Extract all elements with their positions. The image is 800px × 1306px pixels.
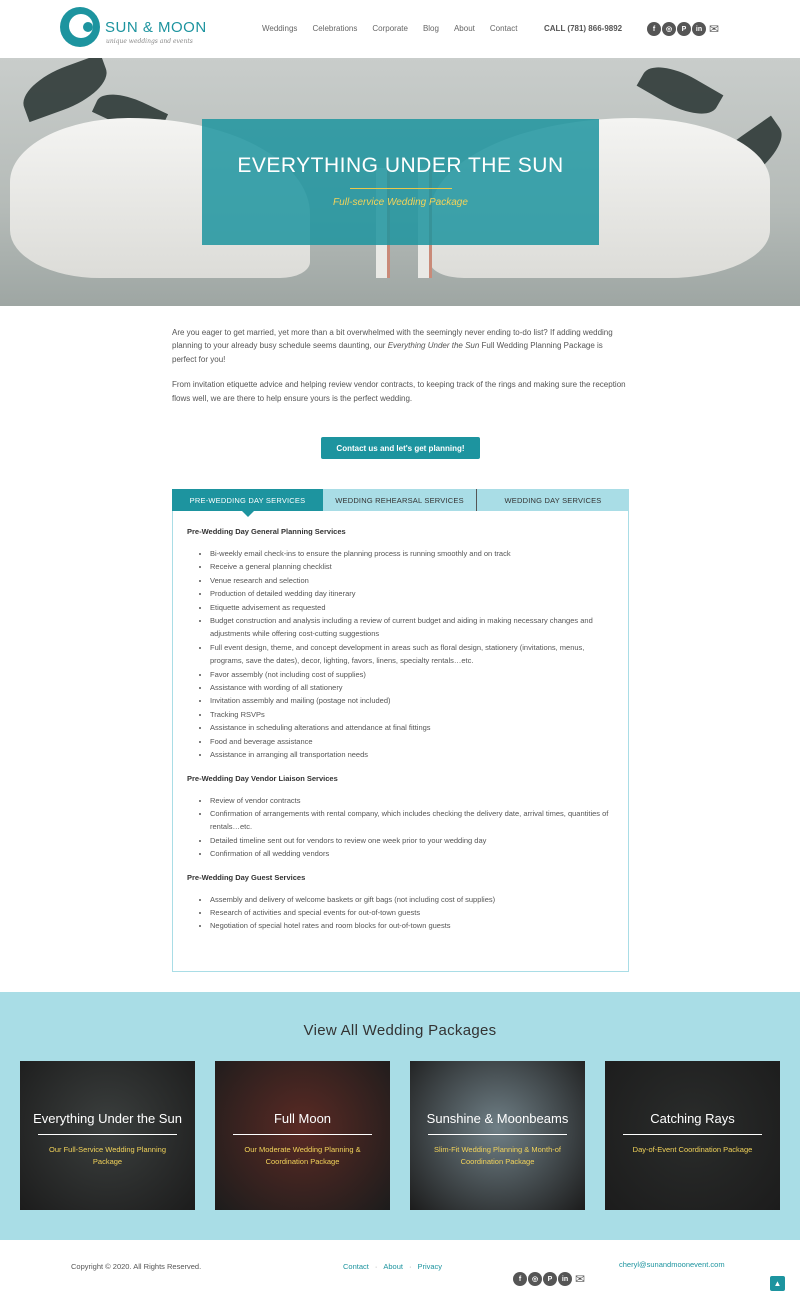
package-card[interactable]	[410, 1061, 585, 1210]
list-item: • Detailed timeline sent out for vendors to review one week prior to your wedding day	[210, 834, 614, 847]
list-item: • Production of detailed wedding day itinerary	[210, 587, 614, 600]
main-nav	[262, 24, 532, 33]
service-list	[210, 547, 614, 762]
hero-title: EVERYTHING UNDER THE SUN	[237, 154, 564, 177]
package-card-divider	[233, 1134, 372, 1135]
package-card[interactable]	[20, 1061, 195, 1210]
footer-separator: ·	[374, 1262, 378, 1271]
package-card-image	[20, 1061, 195, 1210]
site-header	[0, 0, 800, 58]
footer-social-links	[513, 1272, 587, 1286]
list-item: • Assistance with wording of all stationery	[210, 681, 614, 694]
intro-paragraph-2: From invitation etiquette advice and helping review vendor contracts, to keeping track of the rings and making sure the reception flows well, we are there to help ensure yours is the perfect wedding.	[172, 380, 626, 403]
package-card-subtitle: Slim-Fit Wedding Planning & Month-of Coordination Package	[433, 1145, 561, 1166]
instagram-icon[interactable]: ◎	[528, 1272, 542, 1286]
list-item: • Budget construction and analysis including a review of current budget and aiding in making necessary changes and adjustments while offering cost-cutting suggestions	[210, 614, 614, 641]
list-item: • Review of vendor contracts	[210, 794, 614, 807]
package-card-title: Sunshine & Moonbeams	[426, 1111, 569, 1126]
footer-link-about[interactable]: About	[383, 1262, 403, 1271]
contact-cta-button[interactable]: Contact us and let's get planning!	[321, 437, 480, 459]
tab-pre-wedding[interactable]: PRE-WEDDING DAY SERVICES	[172, 489, 323, 511]
package-card-title: Everything Under the Sun	[33, 1111, 182, 1126]
site-footer	[0, 1240, 800, 1306]
intro-emphasis: Everything Under the Sun	[387, 341, 480, 351]
service-tabs	[172, 489, 629, 511]
linkedin-icon[interactable]: in	[692, 22, 706, 36]
logo[interactable]	[60, 7, 207, 51]
nav-blog[interactable]: Blog	[422, 24, 439, 33]
list-item: • Confirmation of all wedding vendors	[210, 847, 614, 860]
footer-link-contact[interactable]: Contact	[343, 1262, 369, 1271]
logo-dot	[83, 22, 93, 32]
footer-links	[343, 1262, 442, 1271]
nav-celebrations[interactable]: Celebrations	[312, 24, 358, 33]
packages-section	[0, 992, 800, 1240]
brand-tagline: unique weddings and events	[106, 38, 193, 45]
package-card-subtitle: Our Full-Service Wedding Planning Package	[48, 1145, 166, 1166]
list-item: • Etiquette advisement as requested	[210, 601, 614, 614]
package-card[interactable]	[605, 1061, 780, 1210]
list-item: • Invitation assembly and mailing (postage not included)	[210, 694, 614, 707]
hero-subtitle: Full-service Wedding Package	[333, 197, 468, 208]
header-social-links	[647, 22, 721, 36]
copyright: Copyright © 2020. All Rights Reserved.	[71, 1262, 202, 1271]
package-card-image	[605, 1061, 780, 1210]
hero-title-box	[202, 119, 599, 245]
logo-mark	[60, 7, 100, 47]
call-phone-link[interactable]: CALL (781) 866-9892	[544, 24, 623, 33]
service-list	[210, 794, 614, 861]
back-to-top-button[interactable]: ▲	[770, 1276, 785, 1291]
package-card[interactable]	[215, 1061, 390, 1210]
linkedin-icon[interactable]: in	[558, 1272, 572, 1286]
nav-about[interactable]: About	[453, 24, 475, 33]
list-item: • Assembly and delivery of welcome baskets or gift bags (not including cost of supplies)	[210, 893, 614, 906]
package-card-divider	[428, 1134, 567, 1135]
list-item: • Bi-weekly email check-ins to ensure the planning process is running smoothly and on track	[210, 547, 614, 560]
package-card-title: Catching Rays	[650, 1111, 735, 1126]
tab-panel	[172, 511, 629, 972]
list-item: • Tracking RSVPs	[210, 708, 614, 721]
email-icon[interactable]: ✉	[574, 1272, 586, 1286]
instagram-icon[interactable]: ◎	[662, 22, 676, 36]
brand-name: SUN & MOON	[105, 19, 207, 36]
list-item: • Full event design, theme, and concept development in areas such as floral design, stationery (invitations, menus, programs, save the dates), decor, lighting, favors, linens, specialty rentals…etc.	[210, 641, 614, 668]
list-item: • Favor assembly (not including cost of supplies)	[210, 668, 614, 681]
nav-contact[interactable]: Contact	[489, 24, 518, 33]
list-item: • Food and beverage assistance	[210, 735, 614, 748]
list-item: • Receive a general planning checklist	[210, 560, 614, 573]
section-title: Pre-Wedding Day Vendor Liaison Services	[187, 773, 338, 783]
tab-rehearsal[interactable]: WEDDING REHEARSAL SERVICES	[335, 495, 464, 505]
hero-divider	[350, 188, 452, 189]
footer-email-link[interactable]: cheryl@sunandmoonevent.com	[619, 1260, 725, 1269]
facebook-icon[interactable]: f	[513, 1272, 527, 1286]
intro-text	[172, 326, 628, 417]
package-card-subtitle: Day-of-Event Coordination Package	[632, 1145, 753, 1154]
package-card-image	[410, 1061, 585, 1210]
intro-paragraph-1	[172, 326, 628, 366]
list-item: • Venue research and selection	[210, 574, 614, 587]
section-title: Pre-Wedding Day General Planning Services	[187, 527, 346, 536]
hero-banner	[0, 58, 800, 306]
footer-separator: ·	[408, 1262, 412, 1271]
package-card-divider	[38, 1134, 177, 1135]
footer-link-privacy[interactable]: Privacy	[417, 1262, 443, 1271]
nav-corporate[interactable]: Corporate	[372, 24, 408, 33]
tab-wedding-day[interactable]: WEDDING DAY SERVICES	[476, 489, 629, 511]
list-item: • Negotiation of special hotel rates and room blocks for out-of-town guests	[210, 919, 614, 932]
package-card-title: Full Moon	[273, 1111, 332, 1126]
package-card-divider	[623, 1134, 762, 1135]
list-item: • Assistance in arranging all transportation needs	[210, 748, 614, 761]
packages-title: View All Wedding Packages	[303, 1022, 497, 1039]
list-item: • Research of activities and special events for out-of-town guests	[210, 906, 614, 919]
package-card-image	[215, 1061, 390, 1210]
nav-weddings[interactable]: Weddings	[262, 24, 298, 33]
email-icon[interactable]: ✉	[708, 22, 720, 36]
pinterest-icon[interactable]: P	[677, 22, 691, 36]
section-title: Pre-Wedding Day Guest Services	[187, 872, 306, 882]
service-list	[210, 893, 614, 933]
facebook-icon[interactable]: f	[647, 22, 661, 36]
leaf-decor	[637, 58, 724, 126]
pinterest-icon[interactable]: P	[543, 1272, 557, 1286]
package-card-subtitle: Our Moderate Wedding Planning & Coordination Package	[244, 1145, 361, 1166]
intro-text-b: Full Wedding Planning Package is perfect for you!	[172, 341, 603, 364]
list-item: • Confirmation of arrangements with rental company, which includes checking the delivery date, arrival times, quantities of rentals…etc.	[210, 807, 614, 834]
list-item: • Assistance in scheduling alterations and attendance at final fittings	[210, 721, 614, 734]
intro-text-a: Are you eager to get married, yet more than a bit overwhelmed with the seemingly never ending to-do list? If adding wedding planning to your already busy schedule seems daunting, our	[172, 328, 613, 351]
